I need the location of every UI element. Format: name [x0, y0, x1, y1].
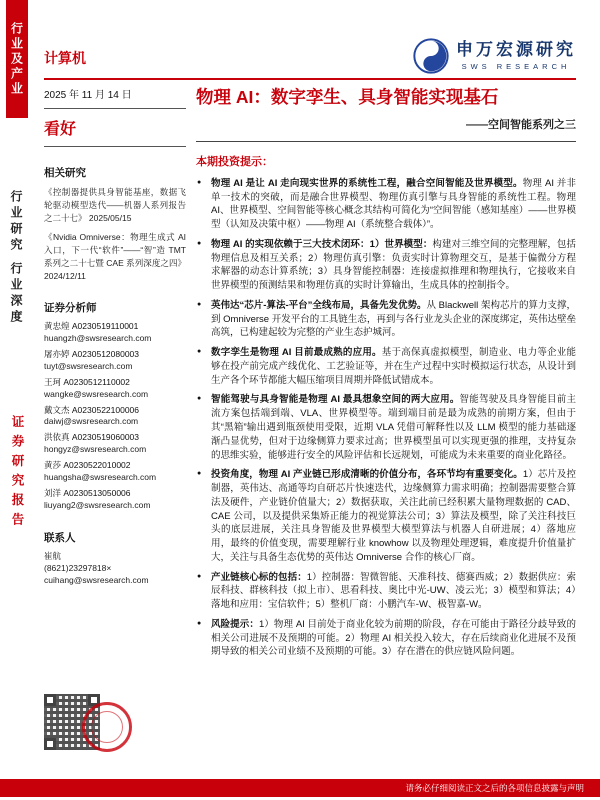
contact-heading: 联系人 [44, 531, 76, 544]
title-divider [196, 141, 576, 142]
analyst-id: A0230522100006 [71, 404, 140, 415]
brand-text [456, 41, 576, 71]
bullet-item [196, 299, 576, 340]
red-stamp-icon [82, 702, 132, 752]
bullet-item [196, 571, 576, 612]
bullet-lead: 投资角度，物理 AI 产业链已形成清晰的价值分布，各环节均有重要变化。 [211, 469, 523, 481]
bullet-item [196, 177, 576, 232]
analyst-id: A0230512110002 [63, 376, 130, 387]
industry-label: 计算机 [44, 50, 86, 66]
related-research-item [44, 186, 186, 224]
brand-name-en: SWS RESEARCH [461, 61, 571, 71]
side-label-securities-report: 证券研究报告 [10, 415, 24, 532]
rating-label: 看好 [44, 121, 77, 138]
related-date: 2025/05/15 [88, 212, 132, 223]
related-title: 《Nvidia Omniverse：物理生成式 AI 入口，下一代“软件”——“智”造 TMT 系列之二十七暨 CAE 系列深度之四》 [44, 232, 186, 268]
bullet-lead: 智能驾驶与具身智能是物理 AI 最具想象空间的两大应用。 [211, 394, 460, 406]
report-date: 2025 年 11 月 14 日 [44, 90, 132, 101]
related-date: 2024/12/11 [44, 270, 86, 281]
left-column [44, 86, 186, 590]
analyst-email: huangzh@swsresearch.com [44, 333, 152, 344]
bullet-body: 构建对三维空间的完整理解，包括物理信息及相互关系；2）物理仿真引擎：负责实时计算物理交互，是基于偏微分方程求解器的动态计算系统；3）具身智能控制器：连接虚拟推理和物理执行，它接收来自世界模型的预测结果和物理仿真的实时计算输出，生成具体的控制指令。 [211, 238, 576, 292]
related-research-heading: 相关研究 [44, 167, 86, 179]
bullet-lead: 风险提示： [211, 618, 259, 630]
divider [44, 108, 186, 109]
qr-finder-icon [44, 738, 56, 750]
analyst-entry [44, 321, 186, 345]
analyst-id: A0230522010002 [63, 460, 131, 471]
analyst-email: wangke@swsresearch.com [44, 388, 149, 399]
bullet-item [196, 238, 576, 293]
bullet-lead: 数字孪生是物理 AI 目前最成熟的应用。 [211, 347, 382, 359]
bullet-body: 物理 AI 并非单一技术的突破，而是融合世界模型、物理仿真引擎与具身智能的系统性工程。物理 AI、世界模型、空间智能等核心概念其结构可简化为“空间智能（感知基座）——世界模型（认知及决策中枢）——物理 AI（系统整合载体）”。 [211, 177, 576, 231]
side-tab-industry-sector: 行业及产业 [6, 0, 28, 118]
analyst-name: 王珂 [44, 376, 62, 387]
analyst-name: 黄忠煌 [44, 321, 70, 332]
bullet-body: 1）物理 AI 目前处于商业化较为前期的阶段，存在可能由于路径分歧导致的相关公司进展不及预期的可能。2）物理 AI 相关投入较大，存在后续商业化进展不及预期导致的相关公司业绩不及预期的可能。3）存在潜在的供应链风险问题。 [211, 618, 576, 658]
bullet-lead: 物理 AI 是让 AI 走向现实世界的系统性工程，融合空间智能及世界模型。 [211, 177, 523, 189]
contact-email: cuihang@swsresearch.com [44, 574, 149, 585]
sws-logo-icon [413, 38, 449, 74]
bullet-body: 基于高保真虚拟模型，制造业、电力等企业能够在投产前完成产线优化、工艺验证等，并在生产过程中实时模拟运行状态，从设计到生产各个环节都能大幅压缩项目周期并降低试错成本。 [211, 347, 576, 386]
analyst-id: A0230513050006 [63, 487, 131, 498]
bullet-lead: 产业链核心标的包括： [211, 571, 307, 583]
bullet-lead: 英伟达“芯片-算法-平台”全线布局，具备先发优势。 [211, 299, 427, 311]
analyst-entry [44, 488, 186, 512]
investment-tips-list [196, 177, 576, 660]
bullet-body: 1）控制器：智微智能、天准科技、德赛西威；2）数据供应：索辰科技、群核科技（拟上市）、思看科技、奥比中光-UW、凌云光；3）模型和算法；4）落地和应用：宝信软件；5）整机厂商：小鹏汽车-W、极智嘉-W。 [211, 571, 576, 611]
analyst-id: A0230519060003 [71, 432, 140, 443]
header-divider [44, 78, 576, 80]
bullet-item [196, 618, 576, 659]
analyst-entry [44, 377, 186, 401]
analyst-entry [44, 405, 186, 429]
related-research-item [44, 231, 186, 282]
analyst-name: 屠亦婷 [44, 349, 70, 360]
analyst-id: A0230519110001 [71, 321, 139, 332]
qr-finder-icon [44, 694, 56, 706]
analyst-email: huangsha@swsresearch.com [44, 472, 157, 483]
divider [44, 146, 186, 147]
investment-tips-heading: 本期投资提示： [196, 155, 273, 168]
brand-name-cn: 申万宏源研究 [456, 40, 576, 60]
analysts-heading: 证券分析师 [44, 302, 97, 315]
analyst-email: tuyt@swsresearch.com [44, 360, 133, 371]
bullet-lead: 物理 AI 的实现依赖于三大技术闭环：1）世界模型： [211, 238, 433, 250]
bullet-body: 智能驾驶及具身智能目前主流方案包括端到端、VLA、世界模型等。端到端目前是最为成熟的前期方案，但由于其“黑箱”输出遇到瓶颈使用受限，近期 VLA 凭借可解释性以及 LLM 模型的能力基础逐渐凸显优势，但对于边缘侧算力要求过高；世界模型虽可以实现更强的推理，支持复杂的思维实验，能够进行安全的风险评估和长远规划，可能成为未来重要的商业化路径。 [211, 394, 576, 461]
brand-logo [413, 38, 576, 74]
footer-disclaimer: 请务必仔细阅读正文之后的各项信息披露与声明 [0, 779, 600, 797]
bullet-body: 从 Blackwell 架构芯片的算力支撑，到 Omniverse 开发平台的工具链生态，再到与各行业龙头企业的深度绑定，英伟达壁垒高筑，已构建起较为完整的产业生态护城河。 [211, 299, 577, 339]
main-column [196, 86, 576, 665]
contact-phone: (8621)23297818× [44, 562, 112, 573]
side-label-industry-depth: 行业深度 [9, 262, 23, 326]
analyst-name: 戴文杰 [44, 404, 70, 415]
analyst-entry [44, 349, 186, 373]
contact-entry [44, 551, 186, 587]
analyst-email: daiwj@swsresearch.com [44, 416, 139, 427]
report-title: 物理 AI：数字孪生、具身智能实现基石 [196, 87, 499, 107]
bullet-body: 1）芯片及控制器，英伟达、高通等均自研芯片快速迭代，边缘侧算力需求明确；控制器需要整合算法及硬件，产业链价值量大；2）数据获取，关注此前已经积累大量物理数据的 CAD、CAE 公司，以及提供采集矫正能力的视觉算法公司；3）算法及模型，除了关注科技巨头的底层进展，关注具身智能及世界模型大模型算法与机器人自研进展；4）落地应用，最终的价值变现，需要理解行业 knowhow 以及物理处理逻辑，难度提升价值量扩大，关注与具备生态优势的英伟达 Omniverse 合作的核心厂商。 [211, 469, 576, 563]
bullet-item [196, 346, 576, 387]
analyst-name: 洪依真 [44, 432, 70, 443]
bullet-item [196, 468, 576, 564]
analyst-email: hongyz@swsresearch.com [44, 444, 147, 455]
bullet-item [196, 393, 576, 462]
analyst-name: 黄莎 [44, 460, 62, 471]
contact-name: 崔航 [44, 550, 62, 561]
analyst-id: A0230512080003 [71, 349, 140, 360]
header [44, 20, 576, 74]
report-subtitle: ——空间智能系列之三 [466, 118, 576, 131]
analyst-entry [44, 460, 186, 484]
analyst-name: 刘洋 [44, 487, 62, 498]
analyst-entry [44, 432, 186, 456]
related-title: 《控制器提供具身智能基座，数据飞轮驱动模型迭代——机器人系列报告之二十七》 [44, 187, 186, 223]
analyst-email: liuyang2@swsresearch.com [44, 499, 151, 510]
side-label-industry-research: 行业研究 [9, 190, 23, 254]
